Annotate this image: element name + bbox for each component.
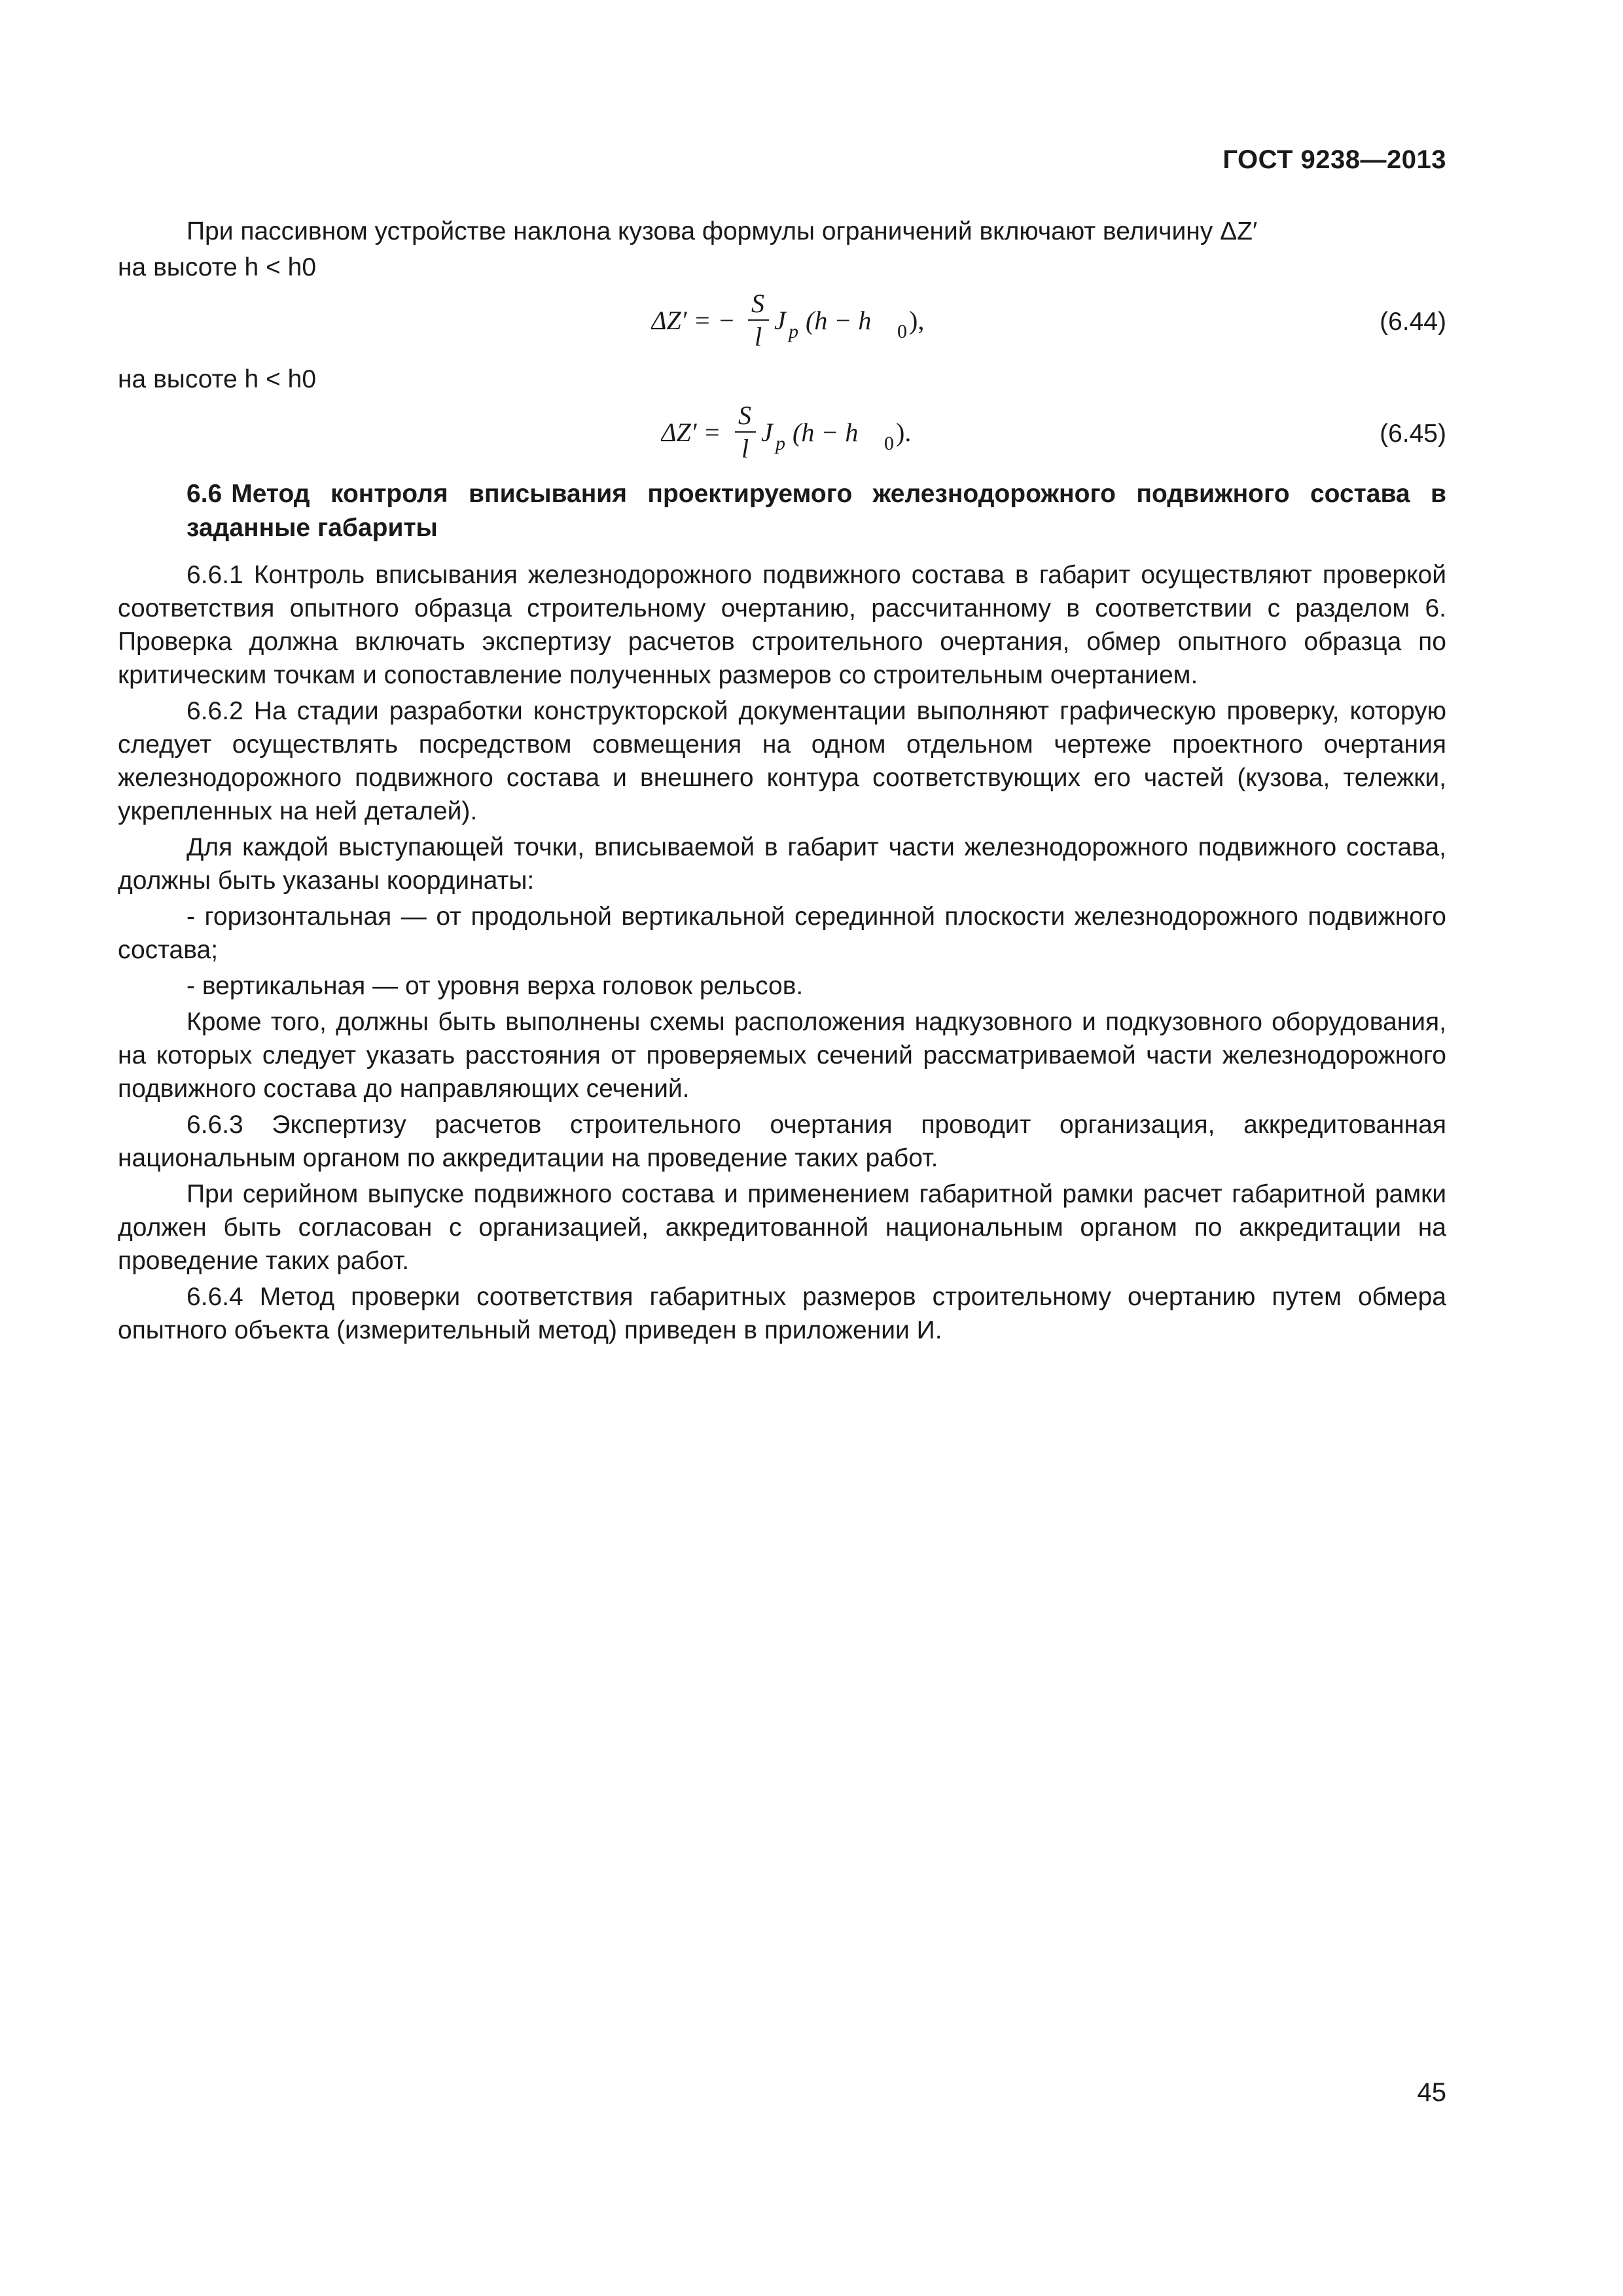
section-number: 6.6: [187, 480, 223, 508]
paragraph-equipment-schemes: Кроме того, должны быть выполнены схемы расположения надкузовного и подкузовного оборудования, на которых следует указать расстояния от проверяемых сечений рассматриваемой части железнодорожного подвижного состава до направляющих сечений.: [118, 1008, 1446, 1103]
formula2-sub-0: 0: [884, 433, 894, 454]
formula-6-44-svg: [651, 288, 1044, 353]
between-formulas-text: на высоте h < h0: [118, 365, 317, 393]
intro-line-2: на высоте h < h0: [118, 253, 317, 281]
page-content: [118, 215, 1446, 1350]
formula1-j: J: [774, 306, 786, 335]
paragraph-serial-production: При серийном выпуске подвижного состава и применением габаритной рамки расчет габаритной рамки должен быть согласован с организацией, аккредитованной национальным органом по аккредитации на проведение таких работ.: [118, 1180, 1446, 1275]
paragraph-6-6-1: 6.6.1 Контроль вписывания железнодорожного подвижного состава в габарит осуществляют проверкой соответствия опытного образца строительному очертанию, рассчитанному в соответствии с разделом 6. Проверка должна включать экспертизу расчетов строительного очертания, обмер опытного образца по критическим точкам и сопоставление полученных размеров со строительным очертанием.: [118, 561, 1446, 689]
formula2-den: l: [741, 434, 749, 463]
formula-6-45: [661, 400, 1054, 465]
formula1-den: l: [755, 322, 762, 351]
formula1-sub-p: p: [789, 321, 798, 342]
formula-6-44-row: [118, 288, 1446, 353]
paragraph-coordinates-intro: Для каждой выступающей точки, вписываемой в габарит части железнодорожного подвижного состава, должны быть указаны координаты:: [118, 833, 1446, 895]
formula-6-45-row: [118, 400, 1446, 465]
formula2-sub-p: p: [776, 433, 785, 454]
formula-6-45-svg: [661, 400, 1054, 465]
paragraph-6-6-4: 6.6.4 Метод проверки соответствия габаритных размеров строительному очертанию путем обмера опытного объекта (измерительный метод) приведен в приложении И.: [118, 1283, 1446, 1344]
formula2-paren: (h − h: [793, 418, 859, 447]
equation-number-6-45: (6.45): [1380, 420, 1446, 448]
paragraph-6-6-2: 6.6.2 На стадии разработки конструкторской документации выполняют графическую проверку, которую следует осуществлять посредством совмещения на одном отдельном чертеже проектного очертания железнодорожного подвижного состава и внешнего контура соответствующих его частей (кузова, тележки, укрепленных на ней деталей).: [118, 697, 1446, 825]
formula1-end: ),: [909, 306, 925, 335]
formula2-end: ).: [896, 418, 912, 447]
page-number: 45: [1417, 2078, 1446, 2107]
intro-line-1: При пассивном устройстве наклона кузова формулы ограничений включают величину ΔZ′: [187, 217, 1258, 245]
formula2-j: J: [761, 418, 773, 447]
formula-6-44: [651, 288, 1044, 353]
equation-number-6-44: (6.44): [1380, 308, 1446, 336]
formula1-num: S: [751, 289, 764, 318]
formula1-paren: (h − h: [806, 306, 872, 335]
list-item-horizontal: - горизонтальная — от продольной вертикальной серединной плоскости железнодорожного подвижного состава;: [118, 903, 1446, 964]
section-title: Метод контроля вписывания проектируемого железнодорожного подвижного состава в заданные габариты: [187, 480, 1446, 542]
list-item-vertical: - вертикальная — от уровня верха головок рельсов.: [187, 972, 804, 1000]
formula1-sub-0: 0: [897, 321, 907, 342]
formula2-lhs: ΔZ′ =: [661, 418, 721, 447]
formula2-num: S: [738, 401, 751, 430]
formula1-lhs: ΔZ′ = −: [651, 306, 736, 335]
document-code-header: ГОСТ 9238—2013: [1222, 145, 1446, 174]
paragraph-6-6-3: 6.6.3 Экспертизу расчетов строительного очертания проводит организация, аккредитованная национальным органом по аккредитации на проведение таких работ.: [118, 1111, 1446, 1172]
section-heading: [118, 477, 1446, 545]
